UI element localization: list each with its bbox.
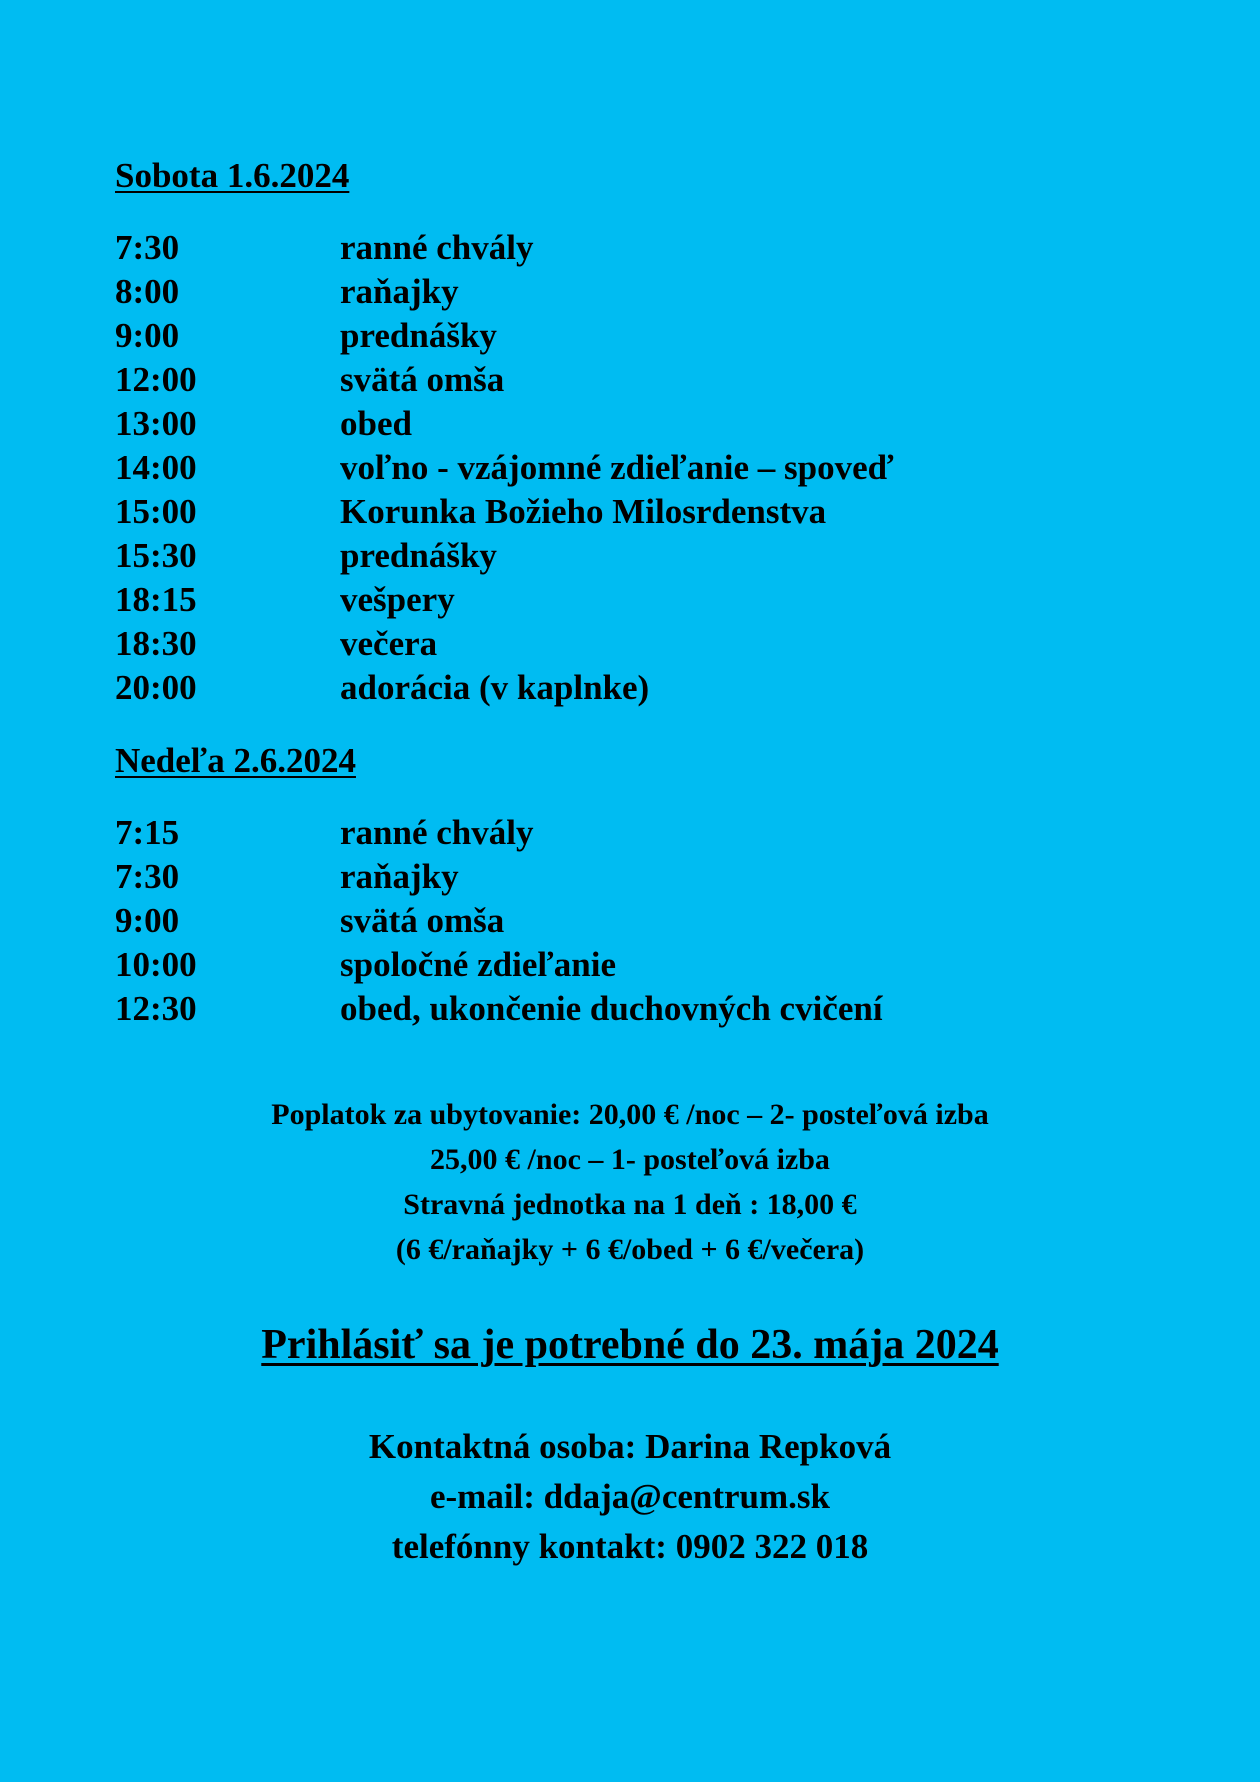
- schedule-activity: ranné chvály: [340, 813, 534, 852]
- schedule-time: 18:30: [115, 624, 197, 663]
- schedule-item: [115, 226, 1015, 270]
- schedule-item: [115, 899, 1015, 943]
- schedule-item: [115, 402, 1015, 446]
- schedule-time: 14:00: [115, 448, 197, 487]
- schedule-activity: svätá omša: [340, 901, 505, 940]
- schedule-time: 9:00: [115, 316, 180, 355]
- schedule-time: 8:00: [115, 272, 180, 311]
- fee-line: (6 €/raňajky + 6 €/obed + 6 €/večera): [395, 1233, 865, 1266]
- schedule-time: 20:00: [115, 668, 197, 707]
- contact-email: e-mail: ddaja@centrum.sk: [429, 1477, 831, 1516]
- schedule-item: [115, 358, 1015, 402]
- fee-line: Stravná jednotka na 1 deň : 18,00 €: [403, 1188, 857, 1221]
- schedule-time: 7:30: [115, 228, 180, 267]
- schedule-time: 15:00: [115, 492, 197, 531]
- schedule-item: [115, 270, 1015, 314]
- schedule-activity: vešpery: [340, 580, 455, 619]
- schedule-time: 9:00: [115, 901, 180, 940]
- schedule-activity: raňajky: [340, 857, 459, 896]
- schedule-item: [115, 446, 1015, 490]
- sunday-schedule: [115, 811, 1015, 1031]
- schedule-activity: adorácia (v kaplnke): [340, 668, 650, 707]
- sunday-heading: Nedeľa 2.6.2024: [115, 741, 356, 780]
- fee-line: 25,00 € /noc – 1- posteľová izba: [430, 1143, 830, 1176]
- saturday-schedule: [115, 226, 1015, 710]
- schedule-item: [115, 578, 1015, 622]
- schedule-time: 15:30: [115, 536, 197, 575]
- schedule-activity: spoločné zdieľanie: [340, 945, 616, 984]
- schedule-activity: raňajky: [340, 272, 459, 311]
- schedule-item: [115, 622, 1015, 666]
- registration-deadline-block: [0, 1324, 1260, 1366]
- schedule-activity: obed, ukončenie duchovných cvičení: [340, 989, 883, 1028]
- schedule-time: 7:30: [115, 857, 180, 896]
- schedule-item: [115, 490, 1015, 534]
- schedule-item: [115, 943, 1015, 987]
- schedule-item: [115, 811, 1015, 855]
- schedule-activity: obed: [340, 404, 412, 443]
- schedule-time: 13:00: [115, 404, 197, 443]
- schedule-item: [115, 534, 1015, 578]
- schedule-activity: večera: [340, 624, 438, 663]
- contact-phone: telefónny kontakt: 0902 322 018: [391, 1527, 869, 1566]
- registration-deadline: Prihlásiť sa je potrebné do 23. mája 2024: [261, 1322, 999, 1368]
- schedule-item: [115, 314, 1015, 358]
- schedule-activity: ranné chvály: [340, 228, 534, 267]
- schedule-time: 18:15: [115, 580, 197, 619]
- schedule-time: 12:30: [115, 989, 197, 1028]
- fee-line: Poplatok za ubytovanie: 20,00 € /noc – 2- posteľová izba: [271, 1098, 989, 1131]
- schedule-item: [115, 666, 1015, 710]
- contact-info: [0, 1422, 1260, 1572]
- schedule-activity: voľno - vzájomné zdieľanie – spoveď: [340, 448, 894, 487]
- schedule-time: 12:00: [115, 360, 197, 399]
- accommodation-fees: [0, 1092, 1260, 1272]
- schedule-activity: svätá omša: [340, 360, 505, 399]
- schedule-time: 7:15: [115, 813, 180, 852]
- schedule-activity: prednášky: [340, 536, 497, 575]
- contact-person: Kontaktná osoba: Darina Repková: [368, 1427, 892, 1466]
- schedule-activity: prednášky: [340, 316, 497, 355]
- schedule-time: 10:00: [115, 945, 197, 984]
- saturday-heading: Sobota 1.6.2024: [115, 156, 350, 195]
- schedule-item: [115, 855, 1015, 899]
- schedule-item: [115, 987, 1015, 1031]
- schedule-activity: Korunka Božieho Milosrdenstva: [340, 492, 827, 531]
